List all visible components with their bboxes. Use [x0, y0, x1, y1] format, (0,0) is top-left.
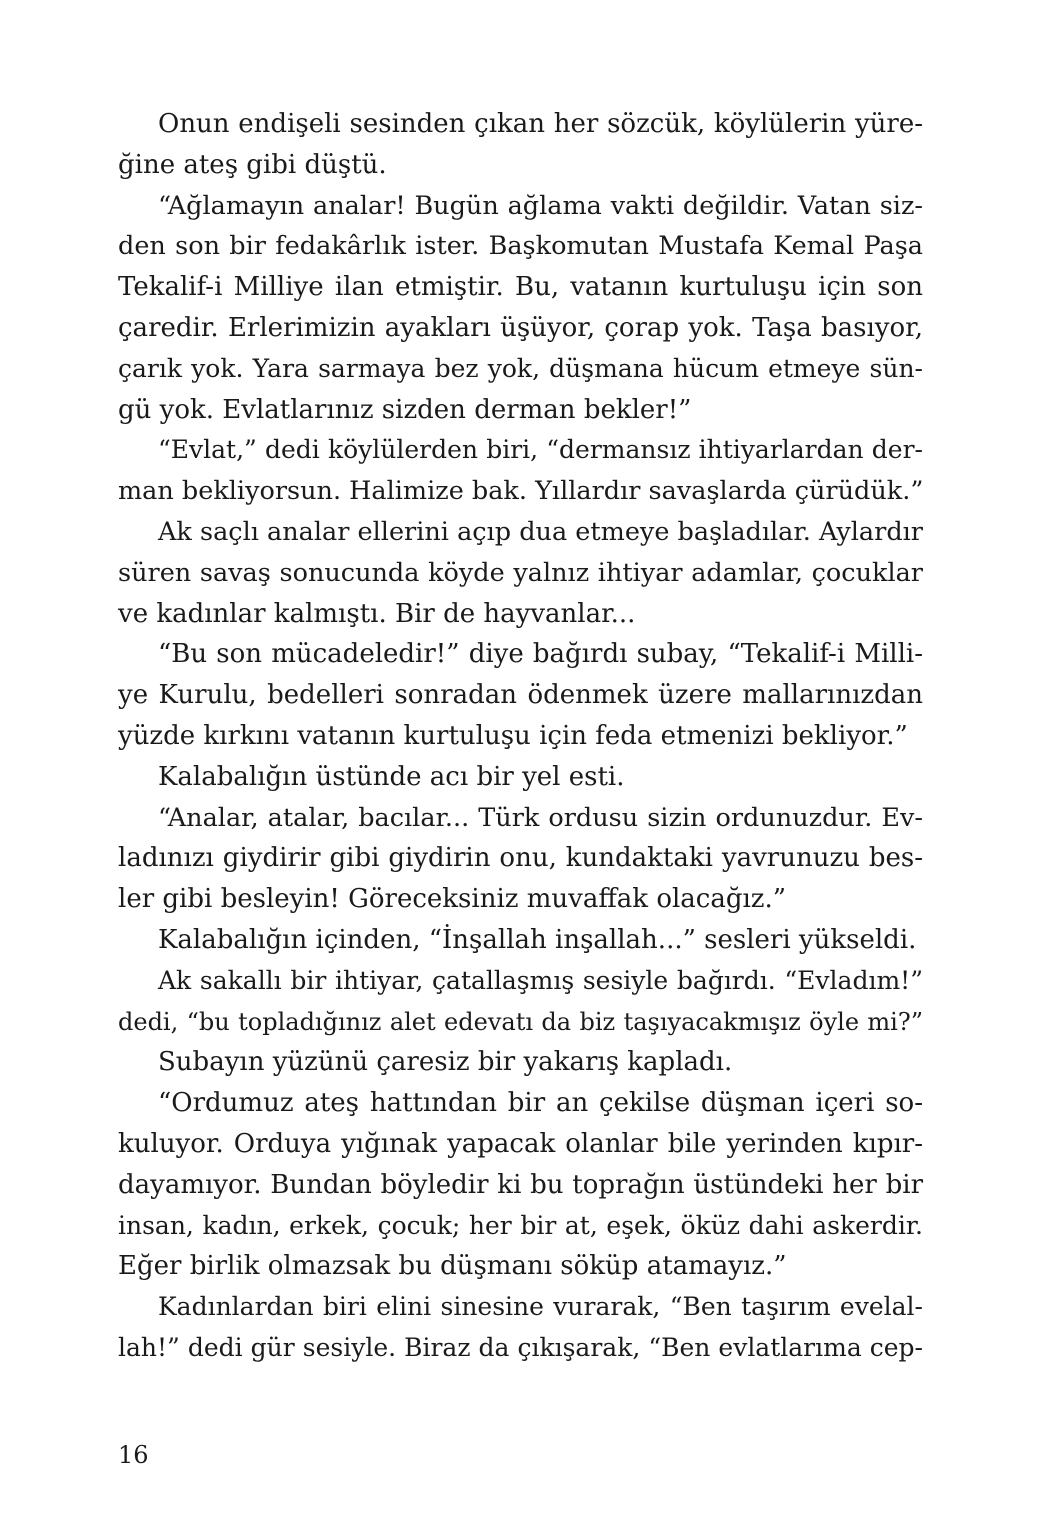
- text-line: “Bu son mücadeledir!” diye bağırdı subay, “Tekalif-i Milli-: [158, 639, 923, 670]
- text-line: “Ağlamayın analar! Bugün ağlama vakti değildir. Vatan siz-: [158, 190, 923, 221]
- text-line: gü yok. Evlatlarınız sizden derman bekler!”: [118, 394, 692, 425]
- page-number: 16: [118, 1441, 149, 1469]
- text-line: “Analar, atalar, bacılar... Türk ordusu sizin ordunuzdur. Ev-: [158, 802, 923, 833]
- text-line: “Ordumuz ateş hattından bir an çekilse düşman içeri so-: [158, 1088, 923, 1119]
- text-line: lah!” dedi gür sesiyle. Biraz da çıkışarak, “Ben evlatlarıma cep-: [118, 1332, 923, 1362]
- text-line: ğine ateş gibi düştü.: [118, 149, 387, 180]
- text-line: ye Kurulu, bedelleri sonradan ödenmek üzere mallarınızdan: [118, 680, 923, 711]
- text-line: dedi, “bu topladığınız alet edevatı da biz taşıyacakmışız öyle mi?”: [118, 1007, 923, 1036]
- text-line: Tekalif-i Milliye ilan etmiştir. Bu, vatanın kurtuluşu için son: [118, 272, 923, 303]
- body-text: [118, 104, 923, 1369]
- text-line: çarık yok. Yara sarmaya bez yok, düşmana hücum etmeye sün-: [118, 353, 923, 383]
- text-line: Subayın yüzünü çaresiz bir yakarış kapladı.: [158, 1047, 733, 1078]
- text-line: Eğer birlik olmazsak bu düşmanı söküp atamayız.”: [118, 1251, 787, 1282]
- text-line: “Evlat,” dedi köylülerden biri, “dermansız ihtiyarlardan der-: [158, 435, 923, 465]
- text-line: den son bir fedakârlık ister. Başkomutan Mustafa Kemal Paşa: [118, 231, 923, 262]
- text-line: dayamıyor. Bundan böyledir ki bu toprağın üstündeki her bir: [118, 1169, 923, 1200]
- text-line: çaredir. Erlerimizin ayakları üşüyor, çorap yok. Taşa basıyor,: [118, 312, 923, 343]
- text-line: man bekliyorsun. Halimize bak. Yıllardır savaşlarda çürüdük.”: [118, 476, 924, 507]
- text-line: Onun endişeli sesinden çıkan her sözcük, köylülerin yüre-: [158, 109, 923, 139]
- text-line: insan, kadın, erkek, çocuk; her bir at, eşek, öküz dahi askerdir.: [118, 1210, 923, 1240]
- text-line: Ak sakallı bir ihtiyar, çatallaşmış sesiyle bağırdı. “Evladım!”: [158, 965, 923, 995]
- text-line: Kadınlardan biri elini sinesine vurarak, “Ben taşırım evelal-: [158, 1292, 923, 1322]
- text-line: kuluyor. Orduya yığınak yapacak olanlar bile yerinden kıpır-: [118, 1128, 923, 1159]
- text-line: süren savaş sonucunda köyde yalnız ihtiyar adamlar, çocuklar: [118, 557, 923, 588]
- text-line: Ak saçlı analar ellerini açıp dua etmeye başladılar. Aylardır: [158, 516, 923, 547]
- text-line: Kalabalığın üstünde acı bir yel esti.: [158, 761, 625, 792]
- text-line: ler gibi besleyin! Göreceksiniz muvaffak olacağız.”: [118, 884, 787, 915]
- text-line: ve kadınlar kalmıştı. Bir de hayvanlar...: [118, 598, 636, 629]
- text-line: yüzde kırkını vatanın kurtuluşu için feda etmenizi bekliyor.”: [118, 720, 908, 751]
- text-line: ladınızı giydirir gibi giydirin onu, kundaktaki yavrunuzu bes-: [118, 843, 923, 874]
- text-line: Kalabalığın içinden, “İnşallah inşallah...” sesleri yükseldi.: [158, 924, 917, 955]
